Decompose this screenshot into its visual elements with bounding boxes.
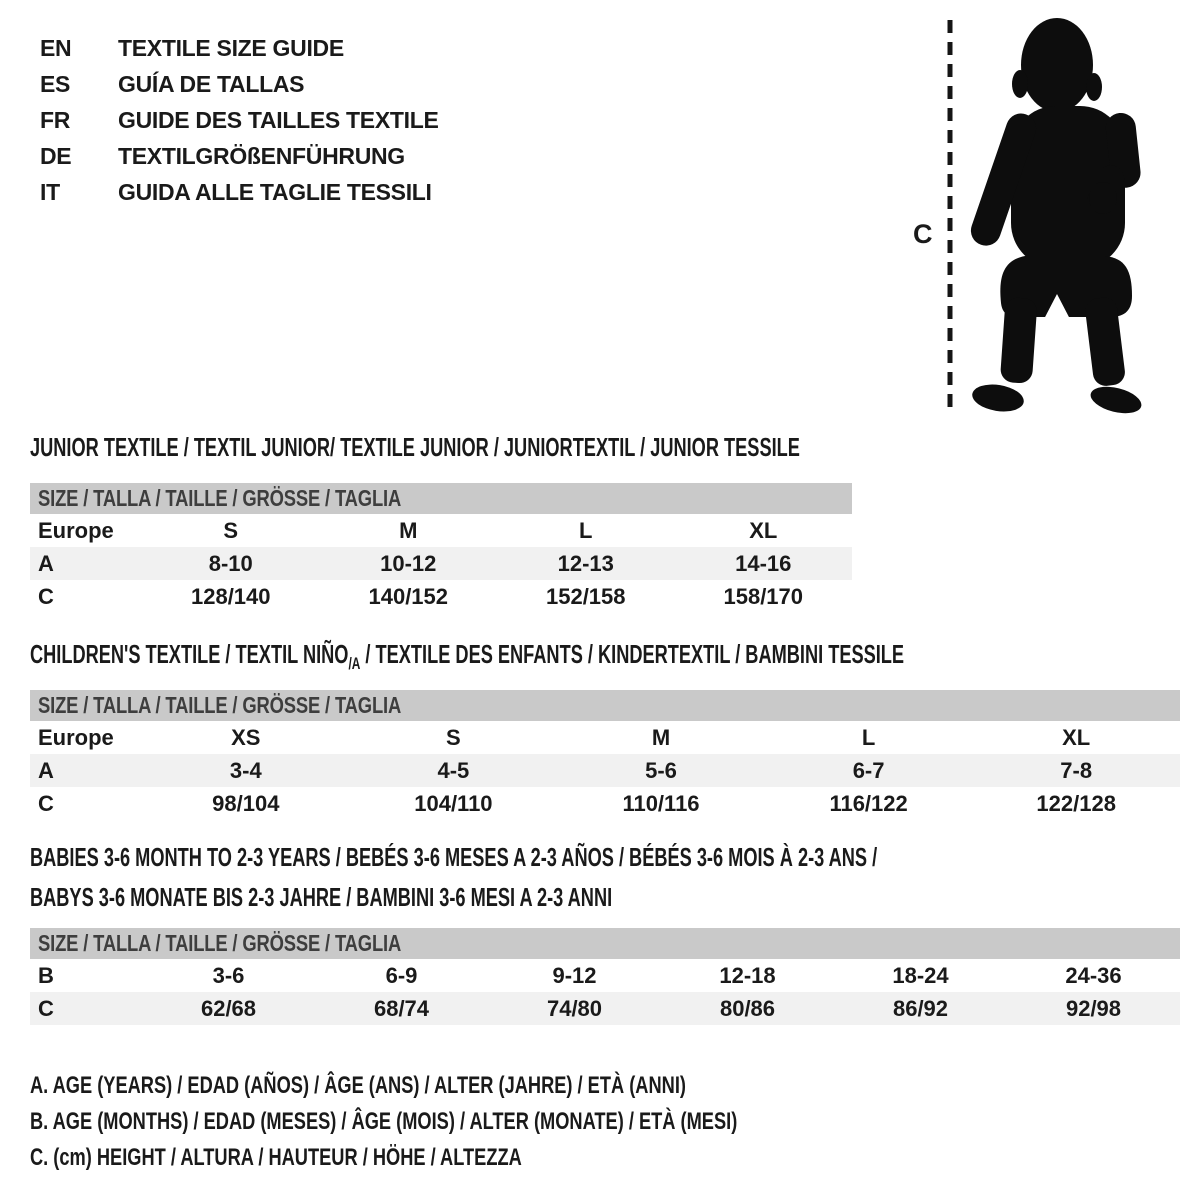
table-row xyxy=(30,787,1180,820)
cell: 68/74 xyxy=(373,995,430,1021)
cell: 116/122 xyxy=(829,790,908,816)
row-label: C xyxy=(38,790,54,816)
lang-row-de xyxy=(40,138,439,174)
babies-size-table xyxy=(30,928,1180,1025)
row-label: Europe xyxy=(38,517,114,543)
baby-silhouette-figure xyxy=(905,8,1155,420)
cell: M xyxy=(399,517,418,543)
cell: 3-4 xyxy=(229,757,262,783)
row-label: B xyxy=(38,962,54,988)
junior-size-table xyxy=(30,483,852,613)
table-row xyxy=(30,992,1180,1025)
table-row xyxy=(30,580,852,613)
cell: S xyxy=(223,517,239,543)
size-header-band xyxy=(30,483,852,514)
cell: 80/86 xyxy=(719,995,776,1021)
cell: 6-7 xyxy=(852,757,885,783)
cell: 4-5 xyxy=(437,757,470,783)
lang-code: ES xyxy=(40,70,71,97)
size-header-label: SIZE / TALLA / TAILLE / GRÖSSE / TAGLIA xyxy=(38,485,402,511)
cell: 152/158 xyxy=(545,583,626,609)
cell: 12-18 xyxy=(719,962,776,988)
language-title-list xyxy=(40,30,439,210)
baby-silhouette-icon xyxy=(967,18,1144,418)
legend-line-c: C. (cm) HEIGHT / ALTURA / HAUTEUR / HÖHE / ALTEZZA xyxy=(30,1144,522,1171)
cell: 18-24 xyxy=(892,962,949,988)
lang-row-es xyxy=(40,66,439,102)
junior-section-title: JUNIOR TEXTILE / TEXTIL JUNIOR/ TEXTILE JUNIOR / JUNIORTEXTIL / JUNIOR TESSILE xyxy=(30,432,800,462)
lang-row-en xyxy=(40,30,439,66)
cell: 140/152 xyxy=(368,583,449,609)
cell: 10-12 xyxy=(380,550,437,576)
cell: 12-13 xyxy=(557,550,614,576)
children-size-table xyxy=(30,690,1180,820)
cell: L xyxy=(579,517,593,543)
children-title-suffix: / TEXTILE DES ENFANTS / KINDERTEXTIL / BAMBINI TESSILE xyxy=(360,639,905,669)
cell: 86/92 xyxy=(892,995,949,1021)
cell: 5-6 xyxy=(645,757,677,783)
lang-title: GUIDE DES TAILLES TEXTILE xyxy=(118,106,439,133)
babies-section-title-line2: BABYS 3-6 MONATE BIS 2-3 JAHRE / BAMBINI 3-6 MESI A 2-3 ANNI xyxy=(30,882,613,912)
cell: 74/80 xyxy=(546,995,603,1021)
cell: 7-8 xyxy=(1060,757,1093,783)
cell: 3-6 xyxy=(212,962,245,988)
cell: S xyxy=(446,724,461,750)
size-header-band xyxy=(30,690,1180,721)
row-label: C xyxy=(38,583,54,609)
children-title-sub: /A xyxy=(348,654,361,674)
cell: 98/104 xyxy=(212,790,280,816)
row-label: A xyxy=(38,550,54,576)
table-row xyxy=(30,514,852,547)
cell: 9-12 xyxy=(552,962,597,988)
size-header-label: SIZE / TALLA / TAILLE / GRÖSSE / TAGLIA xyxy=(38,692,402,718)
children-section-title xyxy=(30,639,905,674)
row-label: Europe xyxy=(38,724,114,750)
babies-section-title-line1: BABIES 3-6 MONTH TO 2-3 YEARS / BEBÉS 3-6 MESES A 2-3 AÑOS / BÉBÉS 3-6 MOIS À 2-3 ANS / xyxy=(30,842,878,872)
legend-line-a: A. AGE (YEARS) / EDAD (AÑOS) / ÂGE (ANS) / ALTER (JAHRE) / ETÀ (ANNI) xyxy=(30,1072,686,1099)
legend-line-b: B. AGE (MONTHS) / EDAD (MESES) / ÂGE (MOIS) / ALTER (MONATE) / ETÀ (MESI) xyxy=(30,1108,738,1135)
measure-c-label: C xyxy=(913,219,933,249)
lang-row-it xyxy=(40,174,439,210)
row-label: A xyxy=(38,757,54,783)
table-row xyxy=(30,959,1180,992)
cell: 8-10 xyxy=(208,550,253,576)
cell: M xyxy=(651,724,671,750)
cell: 104/110 xyxy=(414,790,493,816)
cell: 158/170 xyxy=(723,583,804,609)
children-title-prefix: CHILDREN'S TEXTILE / TEXTIL NIÑO xyxy=(30,639,349,669)
size-header-label: SIZE / TALLA / TAILLE / GRÖSSE / TAGLIA xyxy=(38,930,402,956)
cell: XS xyxy=(231,724,261,750)
cell: XL xyxy=(1062,724,1091,750)
cell: 24-36 xyxy=(1065,962,1122,988)
lang-code: IT xyxy=(40,178,60,205)
lang-title: GUÍA DE TALLAS xyxy=(118,70,305,97)
cell: 6-9 xyxy=(385,962,418,988)
lang-title: TEXTILE SIZE GUIDE xyxy=(118,34,344,61)
cell: 92/98 xyxy=(1065,995,1122,1021)
lang-title: GUIDA ALLE TAGLIE TESSILI xyxy=(118,178,432,205)
lang-code: EN xyxy=(40,34,72,61)
cell: 62/68 xyxy=(200,995,257,1021)
lang-code: DE xyxy=(40,142,72,169)
table-row xyxy=(30,754,1180,787)
cell: XL xyxy=(749,517,778,543)
lang-code: FR xyxy=(40,106,71,133)
cell: 122/128 xyxy=(1036,790,1116,816)
cell: 110/116 xyxy=(622,790,700,816)
row-label: C xyxy=(38,995,54,1021)
table-row xyxy=(30,547,852,580)
cell: 128/140 xyxy=(190,583,271,609)
measure-legend xyxy=(30,1068,961,1176)
table-row xyxy=(30,721,1180,754)
size-header-band xyxy=(30,928,1180,959)
cell: L xyxy=(861,724,876,750)
lang-row-fr xyxy=(40,102,439,138)
cell: 14-16 xyxy=(735,550,792,576)
lang-title: TEXTILGRÖßENFÜHRUNG xyxy=(118,142,405,169)
